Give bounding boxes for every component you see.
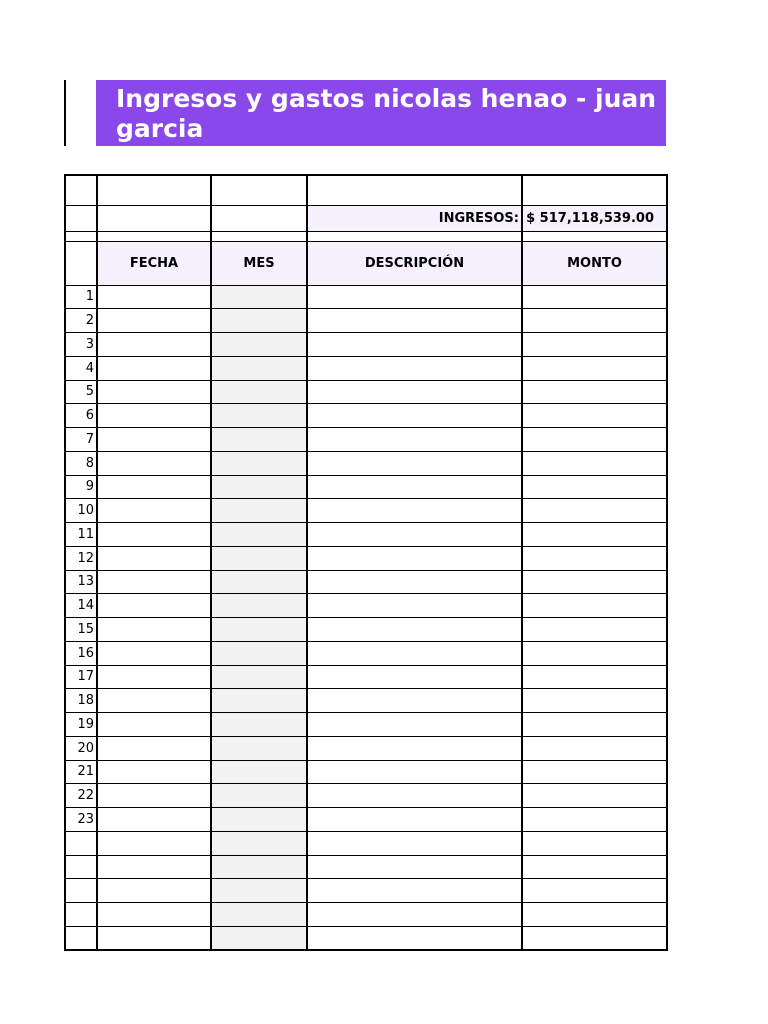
cell[interactable] xyxy=(307,231,522,241)
descripcion-cell[interactable] xyxy=(307,570,522,594)
row-number[interactable]: 13 xyxy=(65,570,97,594)
table-row xyxy=(65,546,667,570)
mes-cell[interactable] xyxy=(211,333,307,357)
spacer-row xyxy=(65,231,667,241)
fecha-cell[interactable] xyxy=(97,736,211,760)
monto-cell[interactable] xyxy=(522,356,667,380)
row-number[interactable]: 2 xyxy=(65,309,97,333)
monto-cell[interactable] xyxy=(522,926,667,950)
monto-cell[interactable] xyxy=(522,428,667,452)
descripcion-cell[interactable] xyxy=(307,784,522,808)
descripcion-cell[interactable] xyxy=(307,404,522,428)
descripcion-cell[interactable] xyxy=(307,831,522,855)
mes-cell[interactable] xyxy=(211,499,307,523)
mes-cell[interactable] xyxy=(211,665,307,689)
table-row xyxy=(65,404,667,428)
mes-cell[interactable] xyxy=(211,428,307,452)
mes-cell[interactable] xyxy=(211,570,307,594)
row-number[interactable]: 23 xyxy=(65,808,97,832)
table-row xyxy=(65,665,667,689)
descripcion-cell[interactable] xyxy=(307,926,522,950)
fecha-cell[interactable] xyxy=(97,760,211,784)
descripcion-cell[interactable] xyxy=(307,736,522,760)
monto-cell[interactable] xyxy=(522,641,667,665)
fecha-cell[interactable] xyxy=(97,831,211,855)
fecha-cell[interactable] xyxy=(97,879,211,903)
table-row xyxy=(65,428,667,452)
mes-cell[interactable] xyxy=(211,713,307,737)
row-number[interactable]: 18 xyxy=(65,689,97,713)
descripcion-cell[interactable] xyxy=(307,523,522,547)
table-row xyxy=(65,784,667,808)
column-header-row xyxy=(65,241,667,285)
descripcion-cell[interactable] xyxy=(307,356,522,380)
row-number[interactable]: 20 xyxy=(65,736,97,760)
mes-cell[interactable] xyxy=(211,689,307,713)
mes-cell[interactable] xyxy=(211,404,307,428)
mes-cell[interactable] xyxy=(211,380,307,404)
monto-cell[interactable] xyxy=(522,404,667,428)
descripcion-cell[interactable] xyxy=(307,713,522,737)
table-row xyxy=(65,879,667,903)
fecha-cell[interactable] xyxy=(97,808,211,832)
fecha-cell[interactable] xyxy=(97,546,211,570)
descripcion-cell[interactable] xyxy=(307,285,522,309)
fecha-cell[interactable] xyxy=(97,784,211,808)
fecha-cell[interactable] xyxy=(97,594,211,618)
descripcion-cell[interactable] xyxy=(307,855,522,879)
fecha-cell[interactable] xyxy=(97,713,211,737)
monto-cell[interactable] xyxy=(522,309,667,333)
descripcion-cell[interactable] xyxy=(307,665,522,689)
descripcion-cell[interactable] xyxy=(307,499,522,523)
monto-cell[interactable] xyxy=(522,784,667,808)
descripcion-cell[interactable] xyxy=(307,689,522,713)
row-number[interactable]: 17 xyxy=(65,665,97,689)
row-number[interactable]: 7 xyxy=(65,428,97,452)
sheet-title-banner[interactable] xyxy=(96,80,666,146)
sheet-blank-row xyxy=(65,175,667,205)
fecha-cell[interactable] xyxy=(97,903,211,927)
monto-cell[interactable] xyxy=(522,618,667,642)
ingresos-value-cell[interactable]: $ 517,118,539.00 xyxy=(522,205,667,231)
mes-cell[interactable] xyxy=(211,641,307,665)
descripcion-cell[interactable] xyxy=(307,333,522,357)
table-row xyxy=(65,594,667,618)
table-row xyxy=(65,618,667,642)
fecha-cell[interactable] xyxy=(97,665,211,689)
monto-cell[interactable] xyxy=(522,879,667,903)
descripcion-cell[interactable] xyxy=(307,428,522,452)
cell[interactable] xyxy=(65,231,97,241)
fecha-cell[interactable] xyxy=(97,641,211,665)
table-row xyxy=(65,356,667,380)
mes-cell[interactable] xyxy=(211,546,307,570)
monto-cell[interactable] xyxy=(522,855,667,879)
row-number[interactable]: 10 xyxy=(65,499,97,523)
mes-cell[interactable] xyxy=(211,309,307,333)
table-row xyxy=(65,855,667,879)
row-number[interactable]: 14 xyxy=(65,594,97,618)
monto-cell[interactable] xyxy=(522,760,667,784)
row-number[interactable] xyxy=(65,879,97,903)
spreadsheet-grid xyxy=(64,174,668,951)
cell[interactable] xyxy=(211,175,307,205)
fecha-cell[interactable] xyxy=(97,285,211,309)
monto-cell[interactable] xyxy=(522,736,667,760)
row-number[interactable]: 9 xyxy=(65,475,97,499)
mes-cell[interactable] xyxy=(211,760,307,784)
monto-cell[interactable] xyxy=(522,594,667,618)
row-number[interactable]: 6 xyxy=(65,404,97,428)
fecha-cell[interactable] xyxy=(97,309,211,333)
fecha-cell[interactable] xyxy=(97,333,211,357)
mes-cell[interactable] xyxy=(211,855,307,879)
cell[interactable] xyxy=(65,241,97,285)
table-row xyxy=(65,713,667,737)
table-row xyxy=(65,808,667,832)
cell[interactable] xyxy=(97,175,211,205)
mes-cell[interactable] xyxy=(211,451,307,475)
descripcion-cell[interactable] xyxy=(307,309,522,333)
row-number[interactable]: 19 xyxy=(65,713,97,737)
table-row xyxy=(65,570,667,594)
mes-cell[interactable] xyxy=(211,808,307,832)
table-row xyxy=(65,309,667,333)
cell[interactable] xyxy=(211,205,307,231)
table-row xyxy=(65,499,667,523)
fecha-cell[interactable] xyxy=(97,689,211,713)
row-number[interactable]: 8 xyxy=(65,451,97,475)
row-number[interactable]: 3 xyxy=(65,333,97,357)
monto-cell[interactable] xyxy=(522,665,667,689)
fecha-cell[interactable] xyxy=(97,356,211,380)
fecha-cell[interactable] xyxy=(97,475,211,499)
row-number[interactable]: 21 xyxy=(65,760,97,784)
monto-cell[interactable] xyxy=(522,523,667,547)
ingresos-label-cell[interactable]: INGRESOS: xyxy=(307,205,522,231)
mes-cell[interactable] xyxy=(211,356,307,380)
mes-cell[interactable] xyxy=(211,784,307,808)
fecha-cell[interactable] xyxy=(97,428,211,452)
cell[interactable] xyxy=(65,205,97,231)
fecha-cell[interactable] xyxy=(97,570,211,594)
mes-cell[interactable] xyxy=(211,879,307,903)
table-row xyxy=(65,451,667,475)
header-mes[interactable]: MES xyxy=(211,241,307,285)
table-row xyxy=(65,689,667,713)
monto-cell[interactable] xyxy=(522,285,667,309)
table-row xyxy=(65,333,667,357)
fecha-cell[interactable] xyxy=(97,380,211,404)
mes-cell[interactable] xyxy=(211,523,307,547)
monto-cell[interactable] xyxy=(522,333,667,357)
monto-cell[interactable] xyxy=(522,831,667,855)
mes-cell[interactable] xyxy=(211,831,307,855)
table-row xyxy=(65,380,667,404)
descripcion-cell[interactable] xyxy=(307,641,522,665)
descripcion-cell[interactable] xyxy=(307,594,522,618)
mes-cell[interactable] xyxy=(211,594,307,618)
fecha-cell[interactable] xyxy=(97,523,211,547)
mes-cell[interactable] xyxy=(211,903,307,927)
row-number[interactable]: 22 xyxy=(65,784,97,808)
row-number[interactable]: 15 xyxy=(65,618,97,642)
fecha-cell[interactable] xyxy=(97,404,211,428)
monto-cell[interactable] xyxy=(522,451,667,475)
descripcion-cell[interactable] xyxy=(307,475,522,499)
table-row xyxy=(65,523,667,547)
row-number[interactable] xyxy=(65,926,97,950)
summary-row xyxy=(65,205,667,231)
descripcion-cell[interactable] xyxy=(307,760,522,784)
monto-cell[interactable] xyxy=(522,546,667,570)
monto-cell[interactable] xyxy=(522,713,667,737)
fecha-cell[interactable] xyxy=(97,855,211,879)
header-descripcion[interactable]: DESCRIPCIÓN xyxy=(307,241,522,285)
cell[interactable] xyxy=(65,175,97,205)
monto-cell[interactable] xyxy=(522,499,667,523)
cell[interactable] xyxy=(307,175,522,205)
mes-cell[interactable] xyxy=(211,475,307,499)
table-row xyxy=(65,926,667,950)
table-row xyxy=(65,641,667,665)
row-number[interactable] xyxy=(65,903,97,927)
descripcion-cell[interactable] xyxy=(307,380,522,404)
row-number[interactable] xyxy=(65,831,97,855)
monto-cell[interactable] xyxy=(522,689,667,713)
table-row xyxy=(65,285,667,309)
fecha-cell[interactable] xyxy=(97,618,211,642)
header-monto[interactable]: MONTO xyxy=(522,241,667,285)
descripcion-cell[interactable] xyxy=(307,546,522,570)
table-row xyxy=(65,831,667,855)
descripcion-cell[interactable] xyxy=(307,808,522,832)
table-row xyxy=(65,736,667,760)
table-row xyxy=(65,903,667,927)
cell[interactable] xyxy=(522,231,667,241)
table-row xyxy=(65,475,667,499)
descripcion-cell[interactable] xyxy=(307,618,522,642)
cell[interactable] xyxy=(522,175,667,205)
row-number[interactable]: 12 xyxy=(65,546,97,570)
sheet-title: Ingresos y gastos nicolas henao - juan garcia xyxy=(116,84,657,143)
table-row xyxy=(65,760,667,784)
monto-cell[interactable] xyxy=(522,475,667,499)
row-number[interactable]: 16 xyxy=(65,641,97,665)
descripcion-cell[interactable] xyxy=(307,451,522,475)
descripcion-cell[interactable] xyxy=(307,879,522,903)
fecha-cell[interactable] xyxy=(97,499,211,523)
header-fecha[interactable]: FECHA xyxy=(97,241,211,285)
mes-cell[interactable] xyxy=(211,926,307,950)
row-number[interactable]: 11 xyxy=(65,523,97,547)
mes-cell[interactable] xyxy=(211,618,307,642)
row-number[interactable]: 1 xyxy=(65,285,97,309)
title-left-border xyxy=(64,80,66,146)
cell[interactable] xyxy=(97,205,211,231)
cell[interactable] xyxy=(97,231,211,241)
monto-cell[interactable] xyxy=(522,380,667,404)
row-number[interactable]: 5 xyxy=(65,380,97,404)
monto-cell[interactable] xyxy=(522,570,667,594)
row-number[interactable] xyxy=(65,855,97,879)
monto-cell[interactable] xyxy=(522,808,667,832)
row-number[interactable]: 4 xyxy=(65,356,97,380)
descripcion-cell[interactable] xyxy=(307,903,522,927)
mes-cell[interactable] xyxy=(211,285,307,309)
mes-cell[interactable] xyxy=(211,736,307,760)
fecha-cell[interactable] xyxy=(97,451,211,475)
cell[interactable] xyxy=(211,231,307,241)
fecha-cell[interactable] xyxy=(97,926,211,950)
monto-cell[interactable] xyxy=(522,903,667,927)
